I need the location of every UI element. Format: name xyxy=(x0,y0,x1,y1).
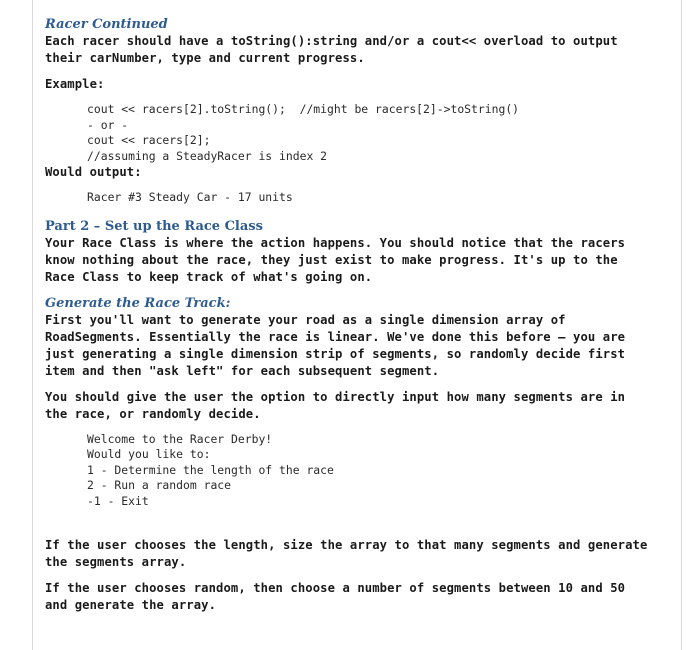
menu-line: Welcome to the Racer Derby! xyxy=(87,431,273,446)
track-para3-line: If the user chooses the length, size the array to that many segments and generate xyxy=(45,538,648,552)
code-line: cout << racers[2].toString(); //might be racers[2]->toString() xyxy=(87,102,520,116)
part2-line: Race Class to keep track of what's going on. xyxy=(45,269,373,284)
track-para4-line: and generate the array. xyxy=(45,598,217,612)
menu-line: 1 - Determine the length of the race xyxy=(87,462,334,477)
menu-line: Would you like to: xyxy=(87,447,211,461)
part2-line: Your Race Class is where the action happens. You should notice that the racers xyxy=(45,235,626,250)
track-para1-line: First you'll want to generate your road as a single dimension array of xyxy=(45,312,566,327)
code-line: cout << racers[2]; xyxy=(87,133,211,147)
track-para1-line: RoadSegments. Essentially the race is linear. We've done this before – you are xyxy=(45,329,626,344)
racer-continued-heading: Racer Continued xyxy=(45,17,168,32)
racer-tostring-line-1: Each racer should have a toString():string and/or a cout<< overload to output xyxy=(45,34,618,48)
generate-track-heading: Generate the Race Track: xyxy=(45,295,231,311)
track-para4-line: If the user chooses random, then choose a number of segments between 10 and 50 xyxy=(45,581,626,595)
document-page xyxy=(32,0,682,650)
code-line: - or - xyxy=(87,117,129,132)
part2-heading: Part 2 – Set up the Race Class xyxy=(45,218,263,234)
document-content xyxy=(45,16,670,614)
would-output-label: Would output: xyxy=(45,165,142,179)
menu-line: -1 - Exit xyxy=(87,493,149,508)
menu-code-block xyxy=(45,432,670,510)
track-para2-line: You should give the user the option to directly input how many segments are in xyxy=(45,389,626,404)
example-code-block xyxy=(45,102,670,164)
example-label: Example: xyxy=(45,77,105,91)
part2-line: know nothing about the race, they just exist to make progress. It's up to the xyxy=(45,252,618,267)
example-output-line: Racer #3 Steady Car - 17 units xyxy=(87,190,293,204)
track-para2-line: the race, or randomly decide. xyxy=(45,406,261,421)
menu-line: 2 - Run a random race xyxy=(87,478,232,492)
code-line: //assuming a SteadyRacer is index 2 xyxy=(87,148,328,163)
track-para1-line: just generating a single dimension strip of segments, so randomly decide first xyxy=(45,346,626,361)
track-para3-line: the segments array. xyxy=(45,555,187,569)
track-para1-line: item and then "ask left" for each subsequent segment. xyxy=(45,363,440,378)
racer-tostring-line-2: their carNumber, type and current progress. xyxy=(45,51,365,65)
